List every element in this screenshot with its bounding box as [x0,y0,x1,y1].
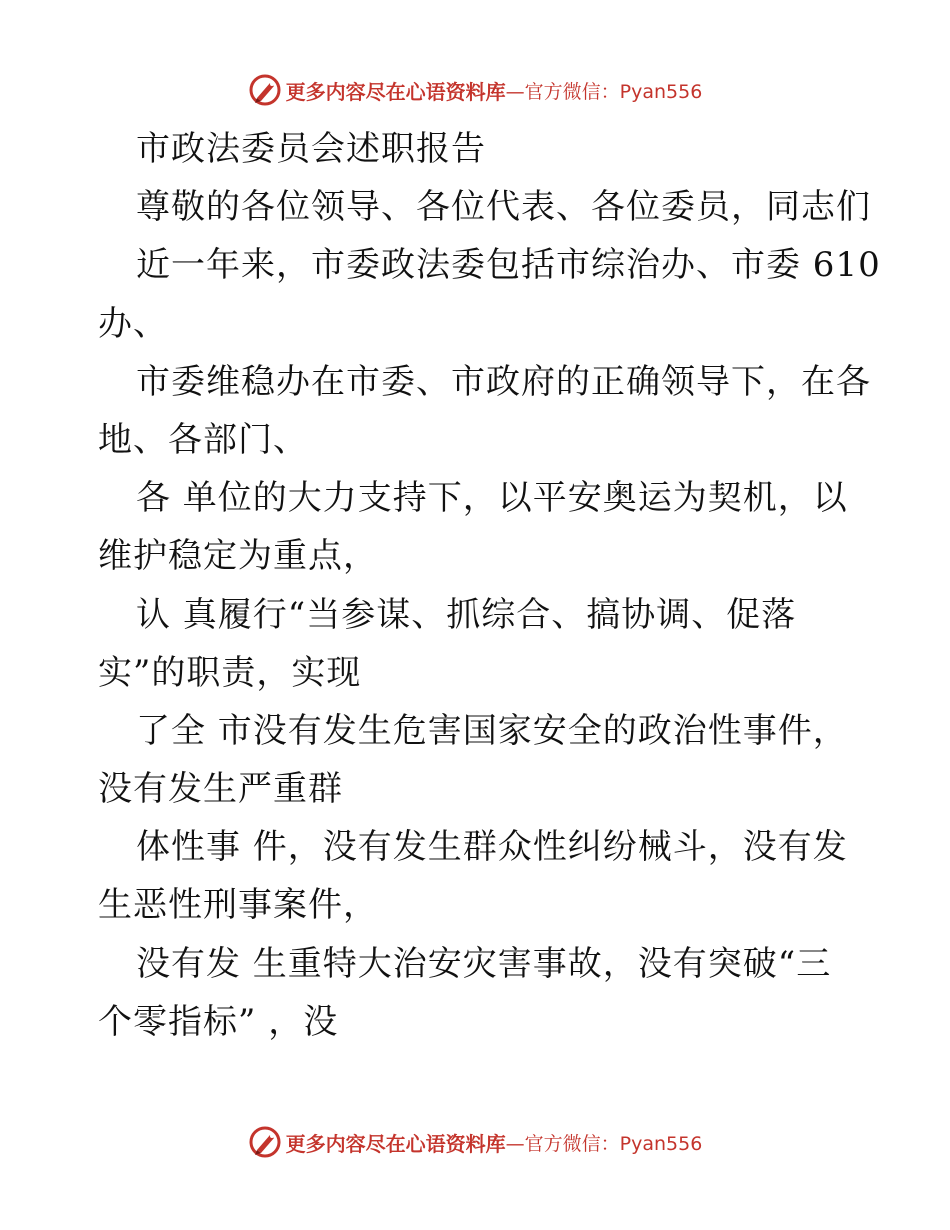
document-body [98,120,881,1051]
watermark-sub-text: —官方微信：Pyan556 [505,1132,703,1155]
watermark-sub-text: —官方微信：Pyan556 [505,80,703,103]
watermark-main-text: 更多内容尽在心语资料库 [285,79,506,104]
document-line: 体性事 件，没有发生群众性纠纷械斗，没有发 [136,827,848,868]
watermark-main-text: 更多内容尽在心语资料库 [285,1131,506,1156]
document-line: 了全 市没有发生危害国家安全的政治性事件， [136,710,848,751]
document-line: 没有发 生重特大治安灾害事故，没有突破“三 [136,943,832,984]
document-line: 市委维稳办在市委、市政府的正确领导下，在各 [136,361,871,402]
document-line: 个零指标” ，没 [98,1001,339,1042]
document-line: 各 单位的大力支持下，以平安奥运为契机，以 [136,478,848,519]
header-watermark [0,72,950,112]
document-line: 市政法委员会述职报告 [136,129,486,169]
document-line: 生恶性刑事案件， [98,885,378,926]
document-line: 没有发生严重群 [98,769,343,810]
document-line: 认 真履行“当参谋、抓综合、搞协调、促落 [136,594,797,635]
document-line: 地、各部门、 [98,419,308,460]
document-line: 近一年来，市委政法委包括市综治办、市委 610 [136,245,881,286]
document-line: 维护稳定为重点， [98,536,378,577]
footer-watermark [0,1124,950,1164]
pen-logo-icon [248,73,282,107]
document-line: 实”的职责，实现 [98,652,362,693]
pen-logo-icon [248,1125,282,1159]
document-line: 尊敬的各位领导、各位代表、各位委员，同志们 [136,187,871,228]
document-line: 办、 [98,303,168,344]
